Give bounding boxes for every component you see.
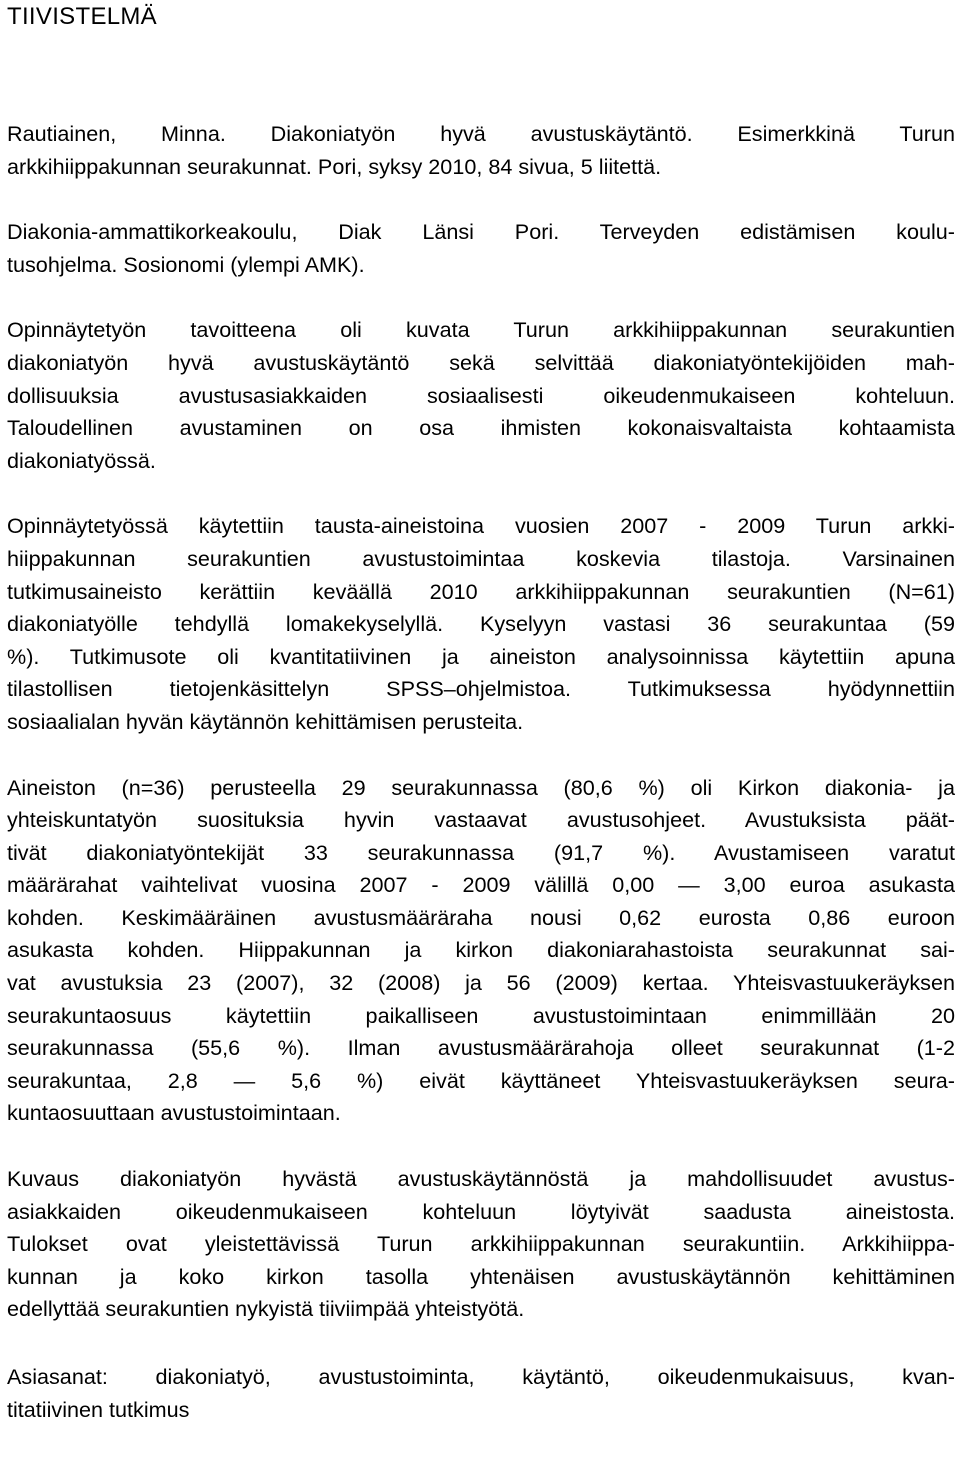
text-line: kohden. Keskimääräinen avustusmääräraha nousi 0,62 eurosta 0,86 euroon: [7, 904, 955, 930]
text-line: vat avustuksia 23 (2007), 32 (2008) ja 56 (2009) kertaa. Yhteisvastuukeräyksen: [7, 970, 955, 996]
text-line: diakoniatyössä.: [7, 447, 156, 473]
text-line: seurakunnassa (55,6 %). Ilman avustusmäärärahoja olleet seurakunnat (1-2: [7, 1035, 955, 1061]
text-line: Taloudellinen avustaminen on osa ihmisten kokonaisvaltaista kohtaamista: [7, 415, 955, 441]
conclusion-paragraph: [7, 1163, 955, 1326]
text-line: hiippakunnan seurakuntien avustustoimintaa koskevia tilastoja. Varsinainen: [7, 545, 955, 571]
text-line: %). Tutkimusote oli kvantitatiivinen ja aineiston analysoinnissa käytettiin apuna: [7, 643, 955, 669]
text-line: titatiivinen tutkimus: [7, 1396, 190, 1422]
text-line: määrärahat vaihtelivat vuosina 2007 - 2009 välillä 0,00 — 3,00 euroa asukasta: [7, 872, 955, 898]
text-line: tusohjelma. Sosionomi (ylempi AMK).: [7, 251, 365, 277]
text-line: diakoniatyölle tehdyllä lomakekyselyllä. Kyselyyn vastasi 36 seurakuntaa (59: [7, 611, 955, 637]
text-line: asiakkaiden oikeudenmukaiseen kohteluun löytyivät saadusta aineistosta.: [7, 1198, 955, 1224]
text-line: Aineiston (n=36) perusteella 29 seurakunnassa (80,6 %) oli Kirkon diakonia- ja: [7, 774, 955, 800]
page-title: TIIVISTELMÄ: [7, 3, 157, 30]
text-line: tivät diakoniatyöntekijät 33 seurakunnassa (91,7 %). Avustamiseen varatut: [7, 839, 955, 865]
keywords: [7, 1361, 955, 1426]
text-line: asukasta kohden. Hiippakunnan ja kirkon diakoniarahastoista seurakunnat sai-: [7, 937, 955, 963]
text-line: Tulokset ovat yleistettävissä Turun arkkihiippakunnan seurakuntiin. Arkkihiippa-: [7, 1231, 955, 1257]
text-line: tutkimusaineisto kerättiin keväällä 2010 arkkihiippakunnan seurakuntien (N=61): [7, 578, 955, 604]
method-paragraph: [7, 510, 955, 738]
text-line: seurakuntaa, 2,8 — 5,6 %) eivät käyttäneet Yhteisvastuukeräyksen seura-: [7, 1067, 955, 1093]
text-line: diakoniatyön hyvä avustuskäytäntö sekä selvittää diakoniatyöntekijöiden mah-: [7, 349, 955, 375]
text-line: arkkihiippakunnan seurakunnat. Pori, syksy 2010, 84 sivua, 5 liitettä.: [7, 153, 662, 179]
text-line: seurakuntaosuus käytettiin paikalliseen avustustoimintaan enimmillään 20: [7, 1002, 955, 1028]
aim-paragraph: [7, 314, 955, 477]
bibliographic-reference: [7, 118, 955, 183]
text-line: sosiaalialan hyvän käytännön kehittämisen perusteita.: [7, 708, 524, 734]
text-line: yhteiskuntatyön suosituksia hyvin vastaavat avustusohjeet. Avustuksista päät-: [7, 807, 955, 833]
institution-info: [7, 216, 955, 281]
text-line: tilastollisen tietojenkäsittelyn SPSS–ohjelmistoa. Tutkimuksessa hyödynnettiin: [7, 676, 955, 702]
text-line: edellyttää seurakuntien nykyistä tiiviimpää yhteistyötä.: [7, 1296, 525, 1322]
text-line: Opinnäytetyössä käytettiin tausta-aineistoina vuosien 2007 - 2009 Turun arkki-: [7, 513, 955, 539]
abstract-page: [7, 0, 955, 1426]
text-line: Asiasanat: diakoniatyö, avustustoiminta, käytäntö, oikeudenmukaisuus, kvan-: [7, 1364, 955, 1389]
text-line: Diakonia-ammattikorkeakoulu, Diak Länsi Pori. Terveyden edistämisen koulu-: [7, 219, 955, 245]
text-line: Kuvaus diakoniatyön hyvästä avustuskäytännöstä ja mahdollisuudet avustus-: [7, 1166, 955, 1192]
text-line: Rautiainen, Minna. Diakoniatyön hyvä avustuskäytäntö. Esimerkkinä Turun: [7, 121, 955, 146]
text-line: kuntaosuuttaan avustustoimintaan.: [7, 1100, 341, 1126]
text-line: kunnan ja koko kirkon tasolla yhtenäisen avustuskäytännön kehittäminen: [7, 1263, 955, 1289]
text-line: Opinnäytetyön tavoitteena oli kuvata Turun arkkihiippakunnan seurakuntien: [7, 317, 955, 343]
results-paragraph: [7, 772, 955, 1131]
text-line: dollisuuksia avustusasiakkaiden sosiaalisesti oikeudenmukaiseen kohteluun.: [7, 382, 955, 408]
